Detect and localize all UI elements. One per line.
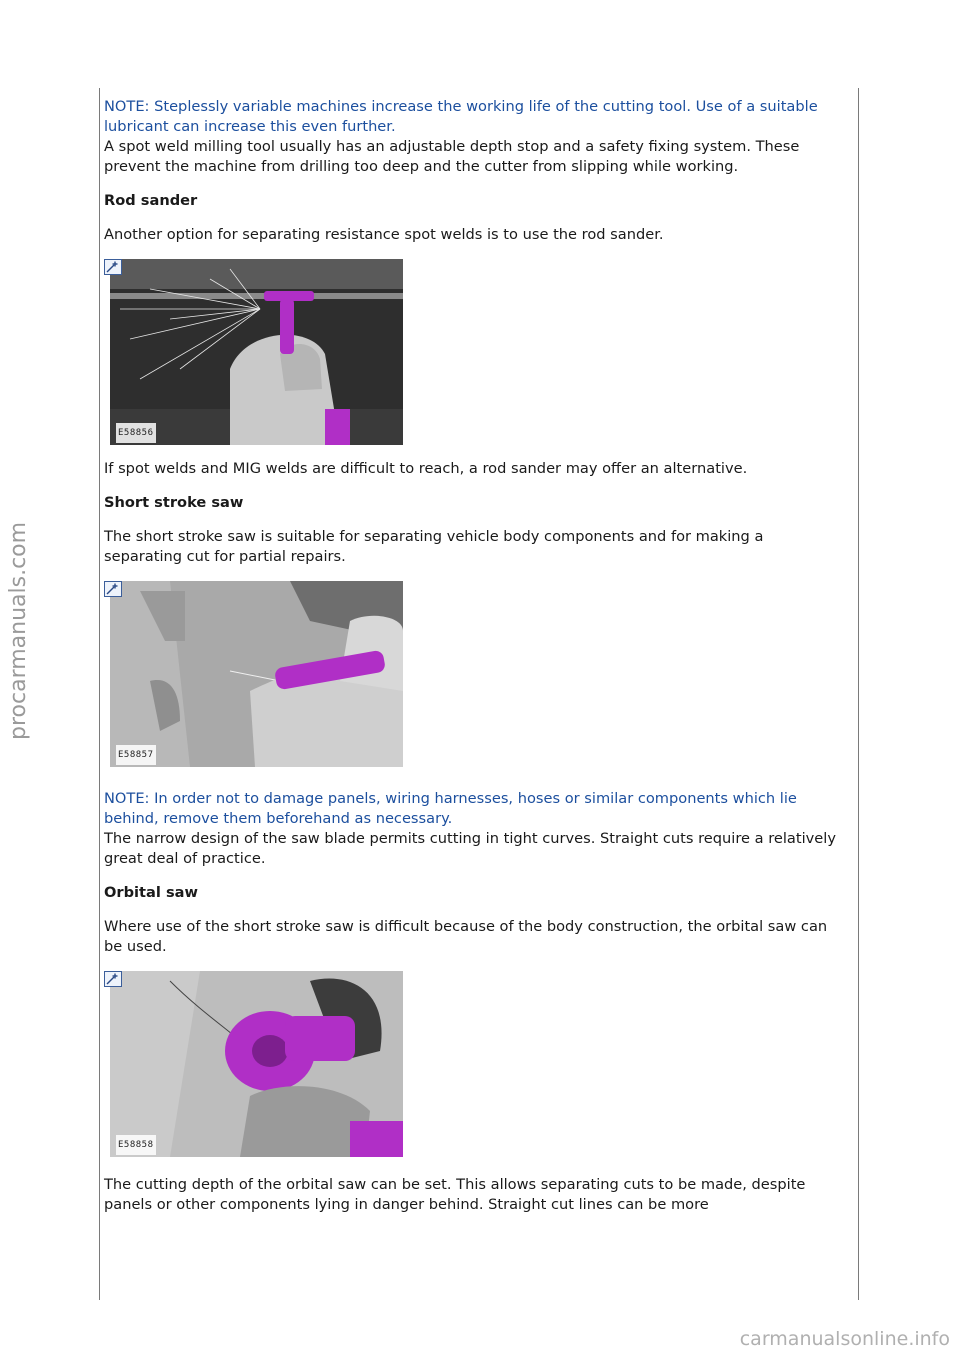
paragraph-spot-weld-milling: A spot weld milling tool usually has an adjustable depth stop and a safety fixing system. These prevent the machine from drilling too deep and the cutter from slipping while working. <box>104 138 800 175</box>
zoom-icon[interactable] <box>104 971 122 987</box>
photo-orbital-saw <box>110 971 403 1157</box>
figure-rod-sander <box>104 259 404 445</box>
paragraph-narrow-design: The narrow design of the saw blade permits cutting in tight curves. Straight cuts require a relatively great deal of practice. <box>104 830 836 867</box>
heading-short-stroke-saw: Short stroke saw <box>104 494 244 511</box>
right-margin-rule <box>858 88 859 1300</box>
note-lubricant: NOTE: Steplessly variable machines increase the working life of the cutting tool. Use of a suitable lubricant can increase this even further. <box>104 98 818 135</box>
paragraph-short-stroke-intro: The short stroke saw is suitable for separating vehicle body components and for making a separating cut for partial repairs. <box>104 528 764 565</box>
heading-orbital-saw: Orbital saw <box>104 884 198 901</box>
zoom-icon[interactable] <box>104 581 122 597</box>
heading-rod-sander: Rod sander <box>104 192 198 209</box>
note-damage: NOTE: In order not to damage panels, wiring harnesses, hoses or similar components which lie behind, remove them beforehand as necessary. <box>104 790 797 827</box>
paragraph-orbital-intro: Where use of the short stroke saw is difficult because of the body construction, the orbital saw can be used. <box>104 918 828 955</box>
figure-label: E58856 <box>116 423 156 443</box>
photo-rod-sander <box>110 259 403 445</box>
paragraph-orbital-depth: The cutting depth of the orbital saw can be set. This allows separating cuts to be made, despite panels or other components lying in danger behind. Straight cut lines can be more <box>104 1176 806 1213</box>
bottom-watermark: carmanualsonline.info <box>739 1328 950 1350</box>
paragraph-rod-sander-intro: Another option for separating resistance spot welds is to use the rod sander. <box>104 226 664 243</box>
zoom-icon[interactable] <box>104 259 122 275</box>
figure-label: E58857 <box>116 745 156 765</box>
side-watermark: procarmanuals.com <box>6 521 31 740</box>
figure-label: E58858 <box>116 1135 156 1155</box>
figure-orbital-saw <box>104 971 404 1157</box>
paragraph-rod-sander-alt: If spot welds and MIG welds are difficult to reach, a rod sander may offer an alternative. <box>104 460 748 477</box>
left-margin-rule <box>99 88 100 1300</box>
photo-short-stroke-saw <box>110 581 403 767</box>
page-content <box>104 97 844 1215</box>
figure-short-stroke-saw <box>104 581 404 767</box>
